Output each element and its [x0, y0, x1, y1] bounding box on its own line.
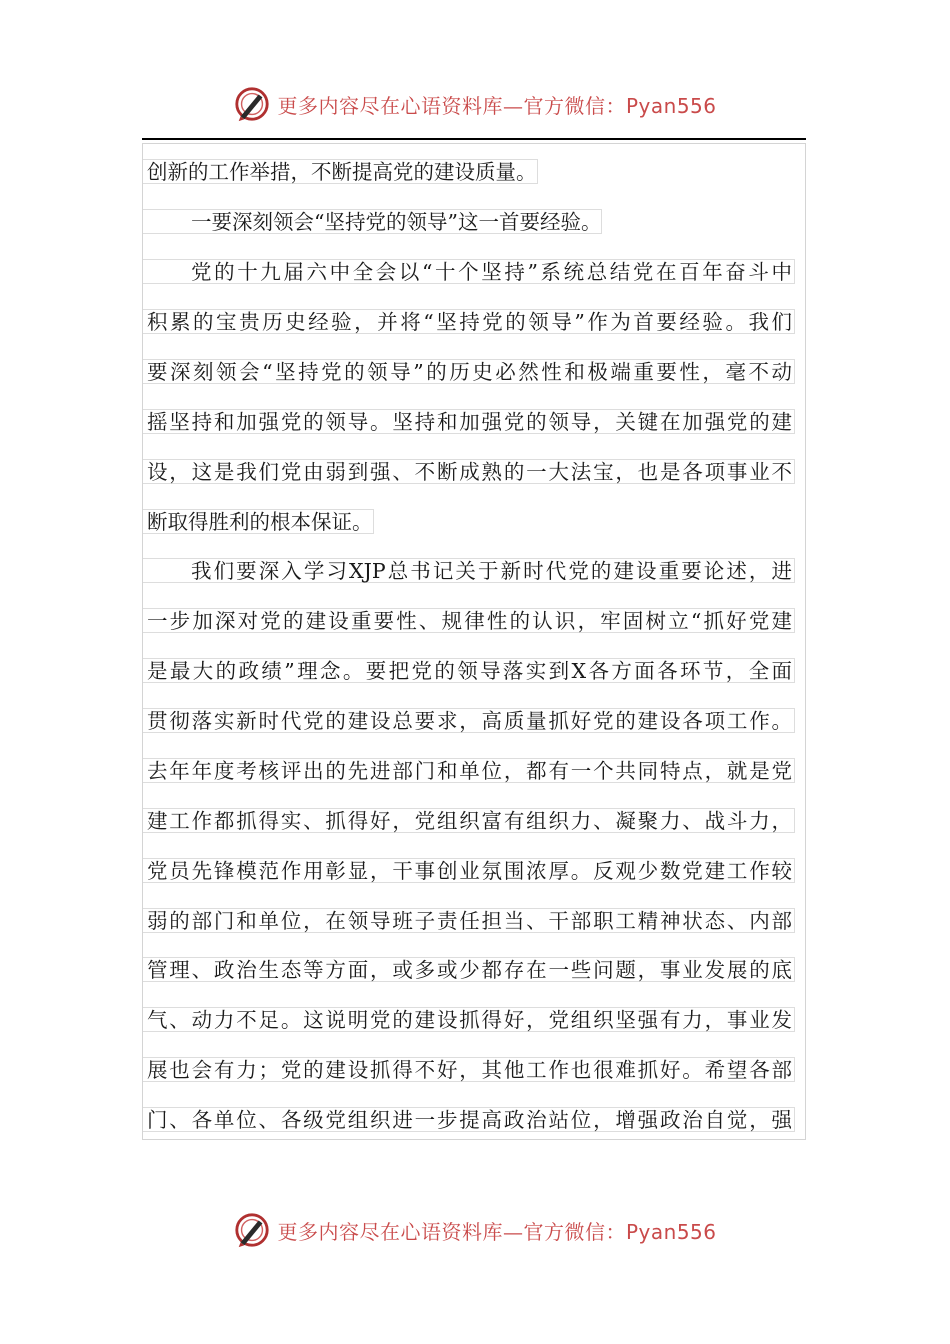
text-line: 创新的工作举措，不断提高党的建设质量。	[143, 159, 538, 184]
text-line: 去年年度考核评出的先进部门和单位，都有一个共同特点，就是党	[143, 758, 795, 783]
text-line: 弱的部门和单位，在领导班子责任担当、干部职工精神状态、内部	[143, 908, 795, 933]
header-banner-wechat-id: Pyan556	[625, 93, 717, 118]
text-line: 气、动力不足。这说明党的建设抓得好，党组织坚强有力，事业发	[143, 1007, 795, 1032]
footer-banner-text	[277, 1216, 716, 1245]
text-line: 一步加深对党的建设重要性、规律性的认识，牢固树立“抓好党建	[143, 608, 795, 633]
text-line: 积累的宝贵历史经验，并将“坚持党的领导”作为首要经验。我们	[143, 309, 795, 334]
pen-logo-icon	[233, 85, 271, 123]
text-line: 要深刻领会“坚持党的领导”的历史必然性和极端重要性，毫不动	[143, 359, 795, 384]
footer-banner	[0, 1208, 950, 1252]
text-line: 断取得胜利的根本保证。	[143, 509, 374, 534]
footer-banner-wechat-id: Pyan556	[625, 1219, 717, 1244]
pen-logo-icon	[233, 1211, 271, 1249]
document-body	[142, 143, 806, 1140]
text-line: 展也会有力；党的建设抓得不好，其他工作也很难抓好。希望各部	[143, 1057, 795, 1082]
header-rule	[142, 138, 806, 140]
text-line: 党的十九届六中全会以“十个坚持”系统总结党在百年奋斗中	[143, 259, 795, 284]
text-line: 摇坚持和加强党的领导。坚持和加强党的领导，关键在加强党的建	[143, 409, 795, 434]
text-line: 管理、政治生态等方面，或多或少都存在一些问题，事业发展的底	[143, 957, 795, 982]
header-banner	[0, 82, 950, 126]
header-banner-text	[277, 90, 716, 119]
text-line: 我们要深入学习XJP总书记关于新时代党的建设重要论述，进	[143, 558, 795, 583]
header-banner-cn: 更多内容尽在心语资料库—官方微信：	[277, 93, 626, 118]
text-line: 一要深刻领会“坚持党的领导”这一首要经验。	[143, 209, 602, 234]
text-line: 设，这是我们党由弱到强、不断成熟的一大法宝，也是各项事业不	[143, 459, 795, 484]
footer-banner-cn: 更多内容尽在心语资料库—官方微信：	[277, 1219, 626, 1244]
text-line: 门、各单位、各级党组织进一步提高政治站位，增强政治自觉，强	[143, 1107, 795, 1132]
text-line: 建工作都抓得实、抓得好，党组织富有组织力、凝聚力、战斗力，	[143, 808, 795, 833]
text-line: 是最大的政绩”理念。要把党的领导落实到X各方面各环节，全面	[143, 658, 795, 683]
text-line: 贯彻落实新时代党的建设总要求，高质量抓好党的建设各项工作。	[143, 708, 795, 733]
text-line: 党员先锋模范作用彰显，干事创业氛围浓厚。反观少数党建工作较	[143, 858, 795, 883]
